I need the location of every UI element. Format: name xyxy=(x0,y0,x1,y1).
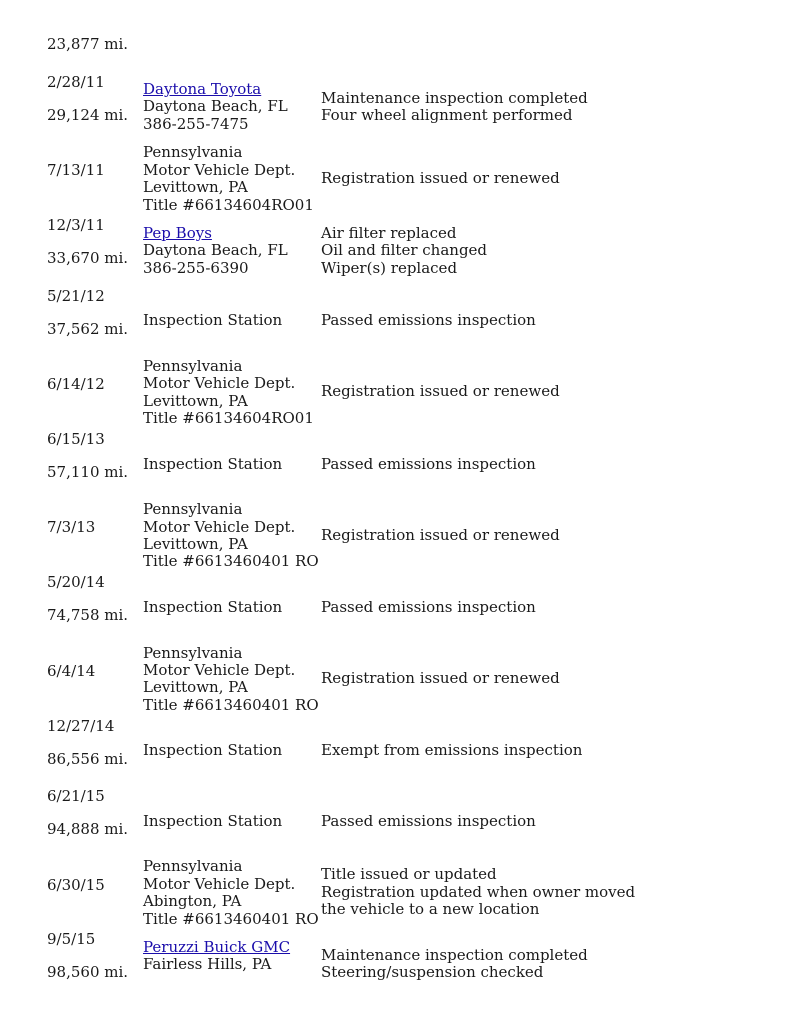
record-date: 5/21/12 xyxy=(47,287,105,305)
record-mileage: 37,562 mi. xyxy=(47,320,129,338)
detail-line: Maintenance inspection completed xyxy=(321,89,588,107)
source-line: Motor Vehicle Dept. xyxy=(143,374,296,392)
detail-line: Passed emissions inspection xyxy=(321,812,536,830)
source-line: Title #6613460401 RO xyxy=(143,910,319,928)
record-date: 12/3/11 xyxy=(47,216,105,234)
source-line: Motor Vehicle Dept. xyxy=(143,518,296,536)
source-line: Abington, PA xyxy=(143,892,242,910)
source-line: Title #6613460401 RO xyxy=(143,696,319,714)
record-date: 6/14/12 xyxy=(47,375,105,393)
source-line: Daytona Beach, FL xyxy=(143,97,288,115)
detail-line: Steering/suspension checked xyxy=(321,963,544,981)
detail-line: Registration issued or renewed xyxy=(321,669,560,687)
source-line: Title #66134604RO01 xyxy=(143,196,314,214)
source-line: Title #66134604RO01 xyxy=(143,409,314,427)
source-line: Inspection Station xyxy=(143,812,283,830)
record-date: 6/4/14 xyxy=(47,662,96,680)
detail-line: Title issued or updated xyxy=(321,865,497,883)
detail-line: Passed emissions inspection xyxy=(321,598,536,616)
source-line: Motor Vehicle Dept. xyxy=(143,661,296,679)
source-line: Inspection Station xyxy=(143,598,283,616)
record-mileage: 57,110 mi. xyxy=(47,463,129,481)
source-line: Inspection Station xyxy=(143,311,283,329)
detail-line: Registration issued or renewed xyxy=(321,382,560,400)
record-date: 6/21/15 xyxy=(47,787,105,805)
record-mileage: 98,560 mi. xyxy=(47,963,129,981)
record-mileage: 74,758 mi. xyxy=(47,606,129,624)
detail-line: Air filter replaced xyxy=(321,224,457,242)
detail-line: Exempt from emissions inspection xyxy=(321,741,583,759)
record-date: 7/13/11 xyxy=(47,161,105,179)
detail-line: Registration issued or renewed xyxy=(321,169,560,187)
detail-line: Wiper(s) replaced xyxy=(321,259,458,277)
source-line: Pennsylvania xyxy=(143,644,243,662)
source-line: Fairless Hills, PA xyxy=(143,955,272,973)
source-link-pep-boys[interactable]: Pep Boys xyxy=(143,224,212,242)
detail-line: Four wheel alignment performed xyxy=(321,106,573,124)
source-line: 386-255-6390 xyxy=(143,259,249,277)
source-line: Levittown, PA xyxy=(143,178,248,196)
record-mileage: 86,556 mi. xyxy=(47,750,129,768)
record-date: 6/15/13 xyxy=(47,430,105,448)
record-mileage: 33,670 mi. xyxy=(47,249,129,267)
record-mileage: 23,877 mi. xyxy=(47,35,129,53)
source-line: Inspection Station xyxy=(143,741,283,759)
source-line: Pennsylvania xyxy=(143,357,243,375)
detail-line: Passed emissions inspection xyxy=(321,455,536,473)
source-line: Levittown, PA xyxy=(143,392,248,410)
detail-line: Maintenance inspection completed xyxy=(321,946,588,964)
source-line: Pennsylvania xyxy=(143,500,243,518)
record-date: 6/30/15 xyxy=(47,876,105,894)
detail-line: Passed emissions inspection xyxy=(321,311,536,329)
source-line: Motor Vehicle Dept. xyxy=(143,161,296,179)
source-link-daytona-toyota[interactable]: Daytona Toyota xyxy=(143,80,262,98)
record-date: 2/28/11 xyxy=(47,73,105,91)
source-line: Inspection Station xyxy=(143,455,283,473)
source-line: Motor Vehicle Dept. xyxy=(143,875,296,893)
record-date: 7/3/13 xyxy=(47,518,96,536)
source-line: Title #6613460401 RO xyxy=(143,552,319,570)
detail-line: Registration updated when owner moved xyxy=(321,883,636,901)
source-line: Levittown, PA xyxy=(143,535,248,553)
record-date: 12/27/14 xyxy=(47,717,115,735)
source-link-peruzzi-buick-gmc[interactable]: Peruzzi Buick GMC xyxy=(143,938,291,956)
detail-line: Registration issued or renewed xyxy=(321,526,560,544)
record-mileage: 29,124 mi. xyxy=(47,106,129,124)
record-mileage: 94,888 mi. xyxy=(47,820,129,838)
record-date: 9/5/15 xyxy=(47,930,96,948)
record-date: 5/20/14 xyxy=(47,573,105,591)
source-line: Pennsylvania xyxy=(143,857,243,875)
source-line: 386-255-7475 xyxy=(143,115,249,133)
source-line: Daytona Beach, FL xyxy=(143,241,288,259)
detail-line: the vehicle to a new location xyxy=(321,900,540,918)
detail-line: Oil and filter changed xyxy=(321,241,488,259)
source-line: Levittown, PA xyxy=(143,678,248,696)
source-line: Pennsylvania xyxy=(143,143,243,161)
